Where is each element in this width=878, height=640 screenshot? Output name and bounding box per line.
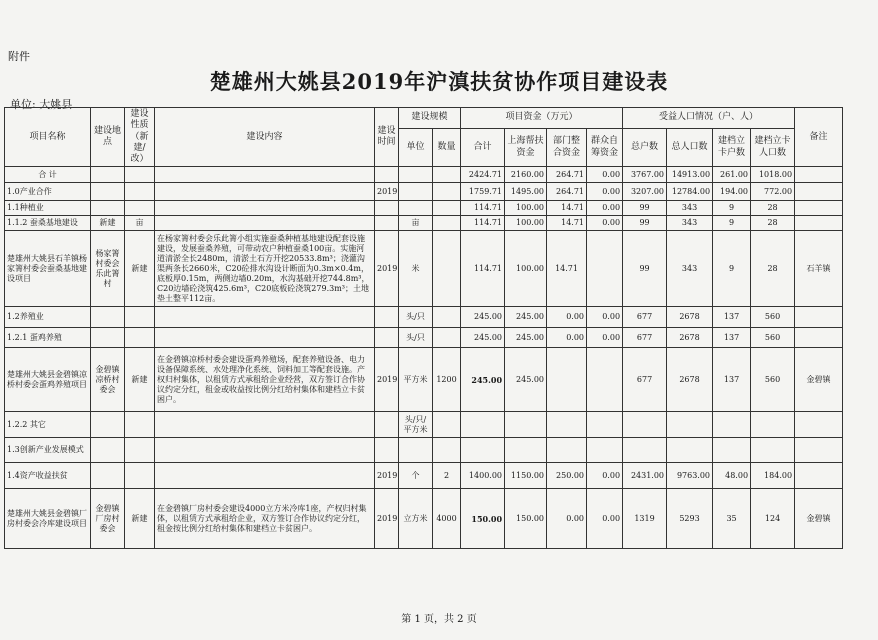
cell-card-people: 560 — [751, 348, 795, 412]
cell-self: 0.00 — [587, 328, 623, 348]
cell-nature: 新建 — [125, 348, 155, 412]
table-row — [5, 231, 843, 307]
cell-dept: 0.00 — [547, 307, 587, 328]
header-note: 备注 — [795, 108, 843, 167]
cell-self: 0.00 — [587, 489, 623, 549]
cell-card-people: 1018.00 — [751, 167, 795, 183]
cell-sh: 100.00 — [505, 201, 547, 216]
cell-total: 1400.00 — [461, 463, 505, 489]
cell-sh: 1495.00 — [505, 183, 547, 201]
cell-sh: 100.00 — [505, 216, 547, 231]
cell-card-households: 35 — [713, 489, 751, 549]
row-label: 合 计 — [5, 167, 91, 183]
header-total-households: 总户数 — [623, 128, 667, 166]
header-nature: 建设性质（新建/改） — [125, 108, 155, 167]
cell-content: 在金碧镇凉桥村委会建设蛋鸡养殖场，配套养殖设备、电力设备保障系统、水处理净化系统、饲料加工等配套设施。产权归村集体，以租赁方式承租给企业经营，双方签订合作协议约定分红，租金或收益按比例分红给村集体和建档立卡贫困户。 — [155, 348, 375, 412]
header-location: 建设地点 — [91, 108, 125, 167]
cell-people: 343 — [667, 201, 713, 216]
cell-total: 114.71 — [461, 201, 505, 216]
page-title: 楚雄州大姚县2019年沪滇扶贫协作项目建设表 — [209, 69, 669, 94]
cell-self: 0.00 — [587, 307, 623, 328]
header-year: 建设时间 — [375, 108, 399, 167]
cell-dept: 264.71 — [547, 167, 587, 183]
unit-label: 单位: 大姚县 — [10, 98, 73, 111]
row-label: 1.1种植业 — [5, 201, 91, 216]
table-row — [5, 307, 843, 328]
cell-year: 2019 — [375, 231, 399, 307]
table-row — [5, 489, 843, 549]
cell-total: 245.00 — [461, 348, 505, 412]
cell-card-households: 137 — [713, 328, 751, 348]
header-scale-unit: 单位 — [399, 128, 433, 166]
table-row — [5, 463, 843, 489]
cell-card-households: 137 — [713, 348, 751, 412]
cell-dept: 0.00 — [547, 328, 587, 348]
table-row — [5, 216, 843, 231]
row-label: 1.2养殖业 — [5, 307, 91, 328]
header-funds-total: 合计 — [461, 128, 505, 166]
cell-unit: 米 — [399, 231, 433, 307]
cell-households: 3767.00 — [623, 167, 667, 183]
cell-card-people: 28 — [751, 231, 795, 307]
cell-households: 99 — [623, 216, 667, 231]
cell-people: 12784.00 — [667, 183, 713, 201]
cell-total: 245.00 — [461, 328, 505, 348]
cell-total: 114.71 — [461, 216, 505, 231]
cell-unit: 立方米 — [399, 489, 433, 549]
cell-qty: 1200 — [433, 348, 461, 412]
cell-households: 677 — [623, 328, 667, 348]
cell-card-people: 772.00 — [751, 183, 795, 201]
cell-households: 3207.00 — [623, 183, 667, 201]
cell-households: 2431.00 — [623, 463, 667, 489]
header-content: 建设内容 — [155, 108, 375, 167]
cell-sh: 2160.00 — [505, 167, 547, 183]
cell-year: 2019 — [375, 183, 399, 201]
cell-card-households: 137 — [713, 307, 751, 328]
table-row — [5, 201, 843, 216]
cell-dept: 0.00 — [547, 489, 587, 549]
cell-card-people: 28 — [751, 201, 795, 216]
cell-people: 14913.00 — [667, 167, 713, 183]
cell-nature: 新建 — [91, 216, 125, 231]
cell-total: 1759.71 — [461, 183, 505, 201]
row-label: 1.3创新产业发展模式 — [5, 438, 91, 463]
cell-self: 0.00 — [587, 201, 623, 216]
cell-unit: 头/只/平方米 — [399, 412, 433, 438]
header-total-people: 总人口数 — [667, 128, 713, 166]
cell-self: 0.00 — [587, 463, 623, 489]
cell-unit: 头/只 — [399, 328, 433, 348]
header-card-people: 建档立卡人口数 — [751, 128, 795, 166]
cell-households: 99 — [623, 231, 667, 307]
cell-dept: 14.71 — [547, 231, 587, 307]
row-label: 1.4资产收益扶贫 — [5, 463, 91, 489]
table-row — [5, 183, 843, 201]
cell-nature: 新建 — [125, 489, 155, 549]
cell-qty: 4000 — [433, 489, 461, 549]
cell-content: 在金碧镇厂房村委会建设4000立方米冷库1座，产权归村集体，以租赁方式承租给企业，双方签订合作协议约定分红，租金按比例分红给村集体和建档立卡贫困户。 — [155, 489, 375, 549]
header-row-1 — [5, 108, 843, 129]
cell-people: 5293 — [667, 489, 713, 549]
cell-total: 150.00 — [461, 489, 505, 549]
row-label: 楚雄州大姚县金碧镇厂房村委会冷库建设项目 — [5, 489, 91, 549]
cell-people: 343 — [667, 231, 713, 307]
cell-sh: 245.00 — [505, 348, 547, 412]
cell-card-households: 194.00 — [713, 183, 751, 201]
cell-people: 2678 — [667, 328, 713, 348]
cell-households: 1319 — [623, 489, 667, 549]
cell-total: 2424.71 — [461, 167, 505, 183]
cell-people: 343 — [667, 216, 713, 231]
cell-unit: 亩 — [399, 216, 433, 231]
cell-card-people: 28 — [751, 216, 795, 231]
header-funds-sh: 上海帮扶资金 — [505, 128, 547, 166]
cell-unit: 平方米 — [399, 348, 433, 412]
cell-card-households: 9 — [713, 216, 751, 231]
row-label: 楚雄州大姚县金碧镇凉桥村委会蛋鸡养殖项目 — [5, 348, 91, 412]
cell-qty: 2 — [433, 463, 461, 489]
row-label: 楚雄州大姚县石羊镇杨家箐村委会蚕桑基地建设项目 — [5, 231, 91, 307]
cell-dept: 264.71 — [547, 183, 587, 201]
cell-year: 2019 — [375, 463, 399, 489]
cell-total: 114.71 — [461, 231, 505, 307]
cell-card-people: 560 — [751, 307, 795, 328]
cell-households: 99 — [623, 201, 667, 216]
page-number: 第 1 页，共 2 页 — [401, 614, 477, 625]
cell-content: 在杨家箐村委会乐此箐小组实施蚕桑种植基地建设配套设施建设，发展蚕桑养殖，可带动农户种植蚕桑100亩。实施河道清淤全长2480m，清淤土石方开挖20533.8m³；浇灌沟渠两条长2660米，C20砼排水沟设计断面为0.3m×0.4m，底板厚0.15m，两侧边墙0.20m，水沟基础开挖744.8m³，C20边墙砼浇筑425.6m³，C20底板砼浇筑279.3m³；土地垫土整平112亩。 — [155, 231, 375, 307]
cell-unit: 头/只 — [399, 307, 433, 328]
cell-dept: 14.71 — [547, 216, 587, 231]
header-project-name: 项目名称 — [5, 108, 91, 167]
cell-total: 245.00 — [461, 307, 505, 328]
header-scale-qty: 数量 — [433, 128, 461, 166]
row-label: 1.1.2 蚕桑基地建设 — [5, 216, 91, 231]
cell-card-households: 261.00 — [713, 167, 751, 183]
cell-self: 0.00 — [587, 183, 623, 201]
cell-year: 2019 — [375, 489, 399, 549]
header-benefit: 受益人口情况（户、人） — [623, 108, 795, 129]
row-label: 1.0产业合作 — [5, 183, 91, 201]
header-card-households: 建档立卡户数 — [713, 128, 751, 166]
header-funds-dept: 部门整合资金 — [547, 128, 587, 166]
table-row — [5, 167, 843, 183]
cell-households: 677 — [623, 307, 667, 328]
row-label: 1.2.2 其它 — [5, 412, 91, 438]
table-row — [5, 412, 843, 438]
cell-unit: 个 — [399, 463, 433, 489]
cell-sh: 100.00 — [505, 231, 547, 307]
table-row — [5, 438, 843, 463]
cell-dept: 250.00 — [547, 463, 587, 489]
cell-location: 金碧镇凉桥村委会 — [91, 348, 125, 412]
cell-households: 677 — [623, 348, 667, 412]
cell-note: 金碧镇 — [795, 348, 843, 412]
cell-nature: 新建 — [125, 231, 155, 307]
attachment-label: 附件 — [8, 50, 30, 63]
cell-self: 0.00 — [587, 216, 623, 231]
cell-sh: 245.00 — [505, 328, 547, 348]
cell-sh: 150.00 — [505, 489, 547, 549]
cell-sh: 1150.00 — [505, 463, 547, 489]
row-label: 1.2.1 蛋鸡养殖 — [5, 328, 91, 348]
cell-note: 金碧镇 — [795, 489, 843, 549]
table-row — [5, 348, 843, 412]
cell-people: 9763.00 — [667, 463, 713, 489]
header-funds: 项目资金（万元） — [461, 108, 623, 129]
header-scale: 建设规模 — [399, 108, 461, 129]
cell-card-people: 560 — [751, 328, 795, 348]
cell-note: 石羊镇 — [795, 231, 843, 307]
cell-card-people: 184.00 — [751, 463, 795, 489]
cell-people: 2678 — [667, 307, 713, 328]
cell-location: 金碧镇厂房村委会 — [91, 489, 125, 549]
cell-unit-misplaced: 亩 — [125, 216, 155, 231]
cell-self: 0.00 — [587, 167, 623, 183]
cell-dept: 14.71 — [547, 201, 587, 216]
cell-people: 2678 — [667, 348, 713, 412]
cell-card-households: 48.00 — [713, 463, 751, 489]
cell-sh: 245.00 — [505, 307, 547, 328]
table-row — [5, 328, 843, 348]
cell-card-people: 124 — [751, 489, 795, 549]
cell-location: 杨家箐村委会乐此箐村 — [91, 231, 125, 307]
cell-card-households: 9 — [713, 231, 751, 307]
project-table — [4, 107, 843, 549]
header-funds-self: 群众自筹资金 — [587, 128, 623, 166]
cell-card-households: 9 — [713, 201, 751, 216]
cell-year: 2019 — [375, 348, 399, 412]
